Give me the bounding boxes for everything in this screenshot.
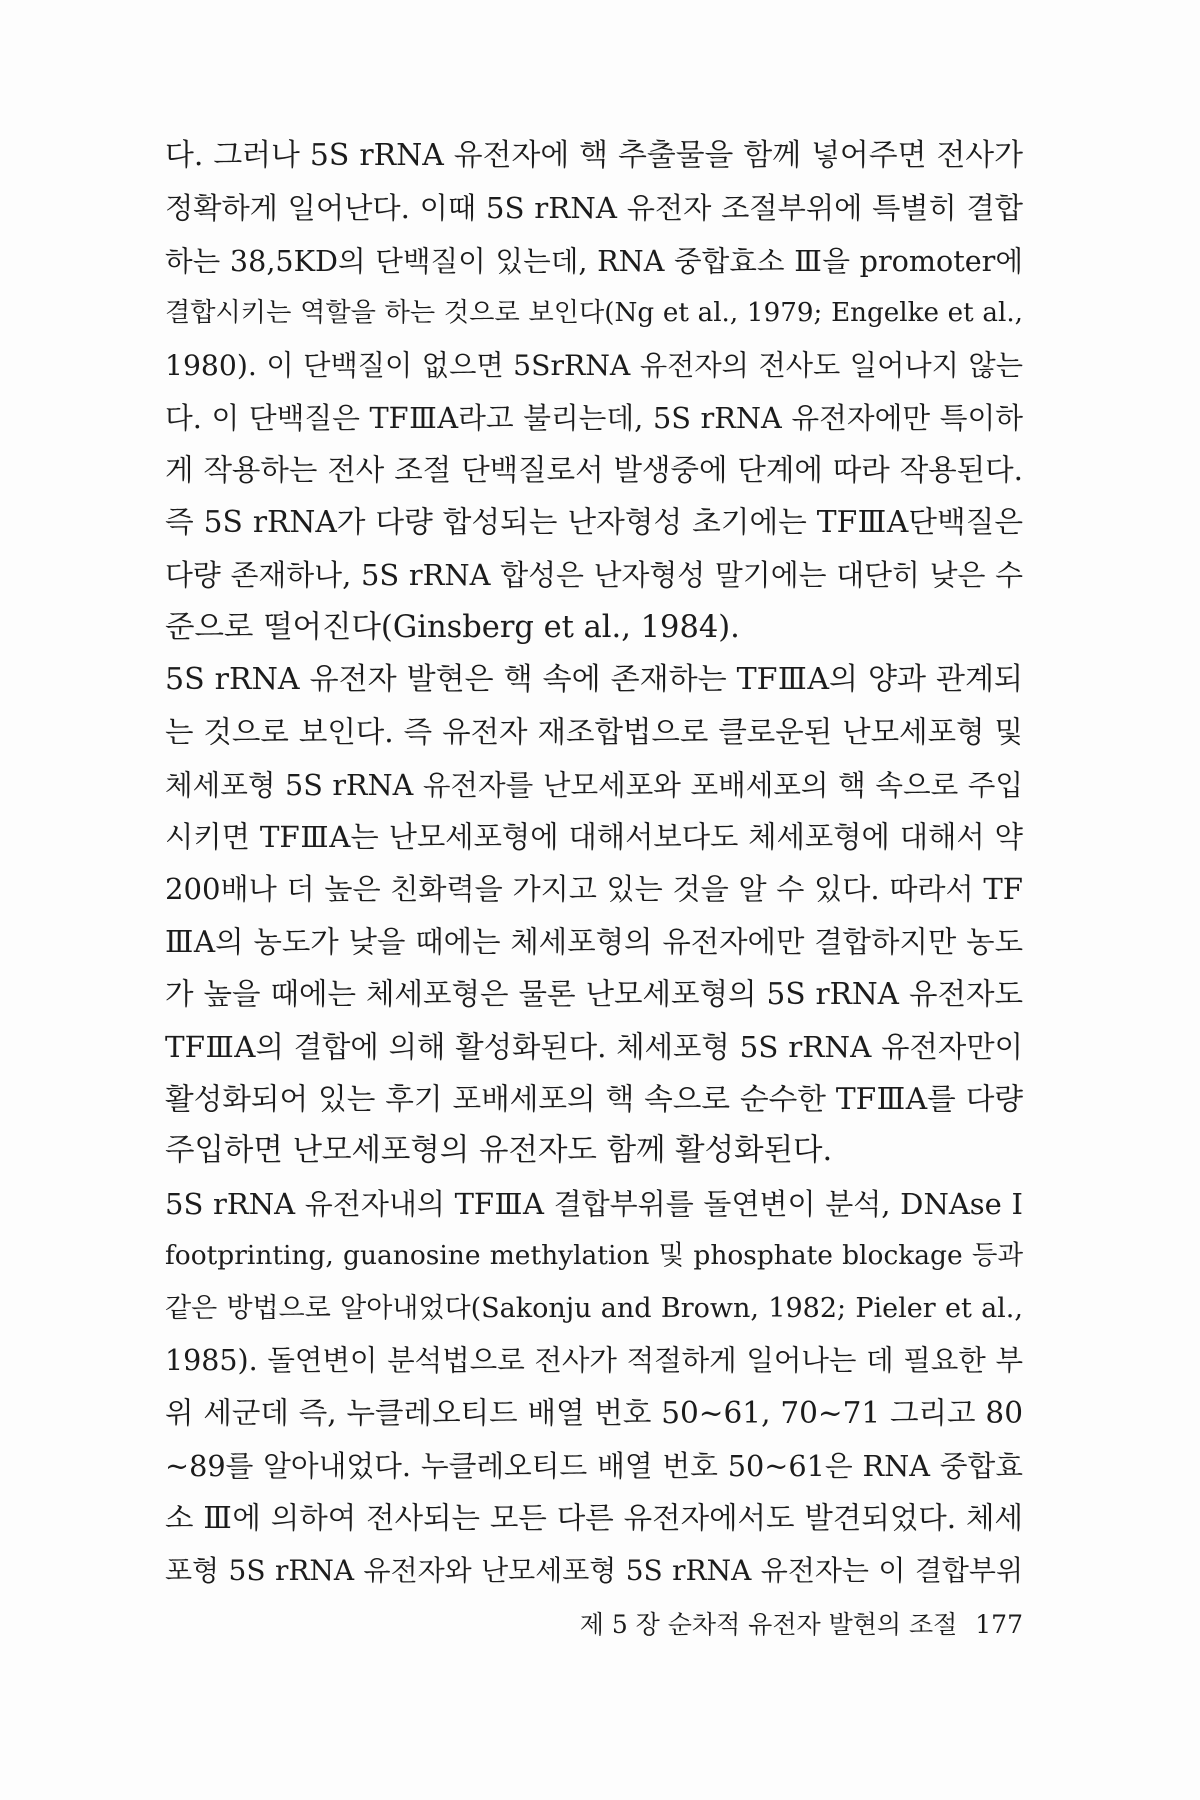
- chapter-title: 제 5 장 순차적 유전자 발현의 조절: [579, 1610, 958, 1639]
- text-line: 위 세군데 즉, 누클레오티드 배열 번호 50~61, 70~71 그리고 80: [165, 1396, 1023, 1431]
- text-line: 1985). 돌연변이 분석법으로 전사가 적절하게 일어나는 데 필요한 부: [165, 1343, 1023, 1377]
- text-line: 가 높을 때에는 체세포형은 물론 난모세포형의 5S rRNA 유전자도: [165, 977, 1023, 1012]
- text-line: TFⅢA의 결합에 의해 활성화된다. 체세포형 5S rRNA 유전자만이: [165, 1029, 1023, 1064]
- running-footer: [575, 1605, 1023, 1641]
- text-line: 체세포형 5S rRNA 유전자를 난모세포와 포배세포의 핵 속으로 주입: [165, 767, 1023, 802]
- text-line: 소 Ⅲ에 의하여 전사되는 모든 다른 유전자에서도 발견되었다. 체세: [165, 1501, 1023, 1536]
- text-line: ~89를 알아내었다. 누클레오티드 배열 번호 50~61은 RNA 중합효: [165, 1448, 1023, 1483]
- paragraph: [165, 130, 1023, 654]
- text-line: 정확하게 일어난다. 이때 5S rRNA 유전자 조절부위에 특별히 결합: [165, 191, 1023, 226]
- paragraph: [165, 654, 1023, 1178]
- text-line: 같은 방법으로 알아내었다(Sakonju and Brown, 1982; Pieler et al.,: [165, 1292, 1023, 1324]
- text-line: 주입하면 난모세포형의 유전자도 함께 활성화된다.: [165, 1133, 833, 1169]
- text-line: 포형 5S rRNA 유전자와 난모세포형 5S rRNA 유전자는 이 결합부위: [165, 1553, 1023, 1587]
- text-line: 는 것으로 보인다. 즉 유전자 재조합법으로 클로운된 난모세포형 및: [165, 715, 1023, 750]
- body-text: [165, 130, 1023, 1597]
- paragraph: [165, 1178, 1023, 1597]
- text-line: 즉 5S rRNA가 다량 합성되는 난자형성 초기에는 TFⅢA단백질은: [165, 504, 1023, 540]
- text-line: footprinting, guanosine methylation 및 phosphate blockage 등과: [165, 1240, 1023, 1272]
- text-line: 5S rRNA 유전자내의 TFⅢA 결합부위를 돌연변이 분석, DNAse I: [165, 1186, 1023, 1221]
- text-line: 게 작용하는 전사 조절 단백질로서 발생중에 단계에 따라 작용된다.: [165, 453, 1023, 488]
- text-line: 준으로 떨어진다(Ginsberg et al., 1984).: [165, 609, 740, 645]
- text-line: 시키면 TFⅢA는 난모세포형에 대해서보다도 체세포형에 대해서 약: [165, 820, 1023, 855]
- text-line: 200배나 더 높은 친화력을 가지고 있는 것을 알 수 있다. 따라서 TF: [165, 872, 1023, 907]
- text-line: 5S rRNA 유전자 발현은 핵 속에 존재하는 TFⅢA의 양과 관계되: [165, 661, 1023, 697]
- text-line: 결합시키는 역할을 하는 것으로 보인다(Ng et al., 1979; Engelke et al.,: [165, 298, 1023, 329]
- text-line: 하는 38,5KD의 단백질이 있는데, RNA 중합효소 Ⅲ을 promoter에: [165, 243, 1023, 278]
- text-line: 다량 존재하나, 5S rRNA 합성은 난자형성 말기에는 대단히 낮은 수: [165, 558, 1023, 593]
- text-line: 다. 이 단백질은 TFⅢA라고 불리는데, 5S rRNA 유전자에만 특이하: [165, 400, 1023, 435]
- text-line: 다. 그러나 5S rRNA 유전자에 핵 추출물을 함께 넣어주면 전사가: [165, 138, 1023, 173]
- text-line: ⅢA의 농도가 낮을 때에는 체세포형의 유전자에만 결합하지만 농도: [165, 924, 1023, 959]
- text-line: 1980). 이 단백질이 없으면 5SrRNA 유전자의 전사도 일어나지 않는: [165, 348, 1023, 382]
- text-line: 활성화되어 있는 후기 포배세포의 핵 속으로 순수한 TFⅢA를 다량: [165, 1081, 1023, 1117]
- page-number: 177: [975, 1610, 1023, 1639]
